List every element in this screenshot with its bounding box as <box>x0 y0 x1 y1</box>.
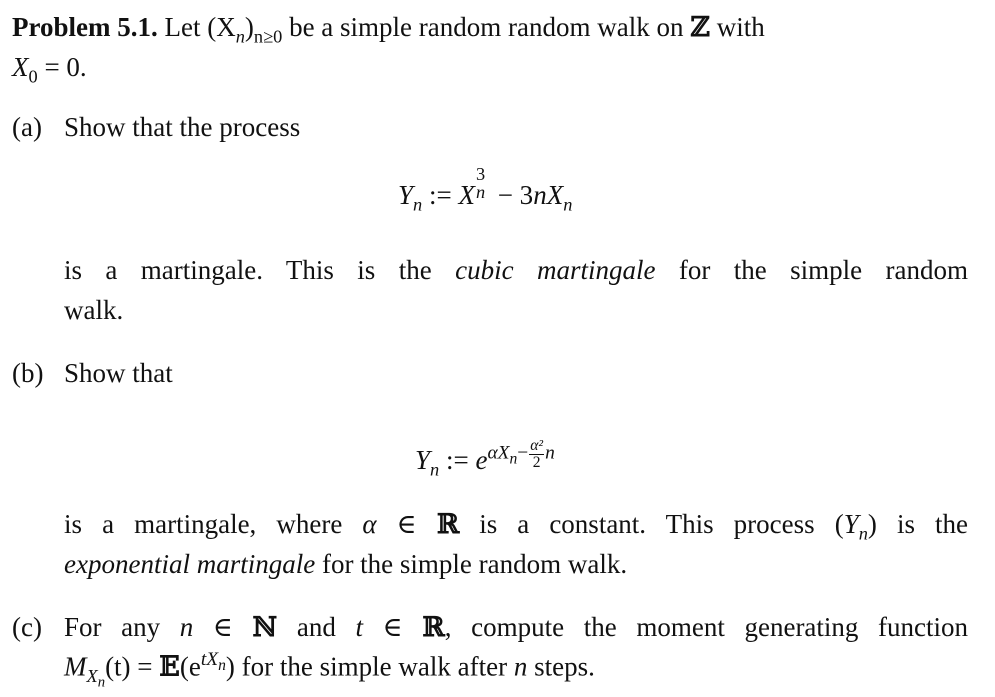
exponential-martingale-term: exponential martingale <box>64 549 316 579</box>
part-c-label: (c) <box>12 612 42 642</box>
part-b-after-line1: is a martingale, where α ∈ ℝ is a constant. This process $(Y_n)$ is the <box>64 509 969 544</box>
part-a-equation: $Y_n$ := X 3 n − $3nX_n$ <box>398 164 573 215</box>
expectation-symbol: 𝔼 <box>159 651 180 683</box>
intro-text: Let $(X_n)_{n\ge 0}$ <box>164 12 283 47</box>
part-b-label: (b) <box>12 358 44 388</box>
part-a-text: Show that the process <box>64 112 301 142</box>
part-c-line1: For any n ∈ ℕ and t ∈ ℝ, compute the moment generating function <box>64 612 969 643</box>
part-b-after-line2: exponential martingale for the simple random walk. <box>64 549 628 579</box>
naturals-symbol: ℕ <box>252 612 278 643</box>
intro-text-end: with <box>716 12 765 42</box>
part-a-after-line2: walk. <box>64 295 124 325</box>
x0-value: = 0. <box>44 52 87 82</box>
problem-label: Problem 5.1. <box>12 12 158 42</box>
part-b-equation: $Y_n$ := eαX$_n$− $\frac{\text{α²}}{2}$ n <box>415 437 555 480</box>
reals-symbol-c: ℝ <box>422 612 445 643</box>
part-a-label: (a) <box>12 112 42 142</box>
integers-symbol: ℤ <box>690 12 710 43</box>
problem-intro-line2 <box>12 52 87 87</box>
part-b-text: Show that <box>64 358 173 388</box>
intro-text-rest: be a simple random random walk on <box>289 12 684 42</box>
part-c-line2: $M_{X_n}(t)$ = 𝔼(etX$_n$) for the simple walk after n steps. <box>64 649 595 691</box>
cubic-martingale-term: cubic martingale <box>455 255 656 285</box>
x0-symbol: $X_0$ <box>12 52 38 87</box>
part-a-after-line1: is a martingale. This is the cubic martingale for the simple random <box>64 255 969 285</box>
reals-symbol: ℝ <box>436 509 460 540</box>
problem-intro-line1 <box>12 12 968 47</box>
